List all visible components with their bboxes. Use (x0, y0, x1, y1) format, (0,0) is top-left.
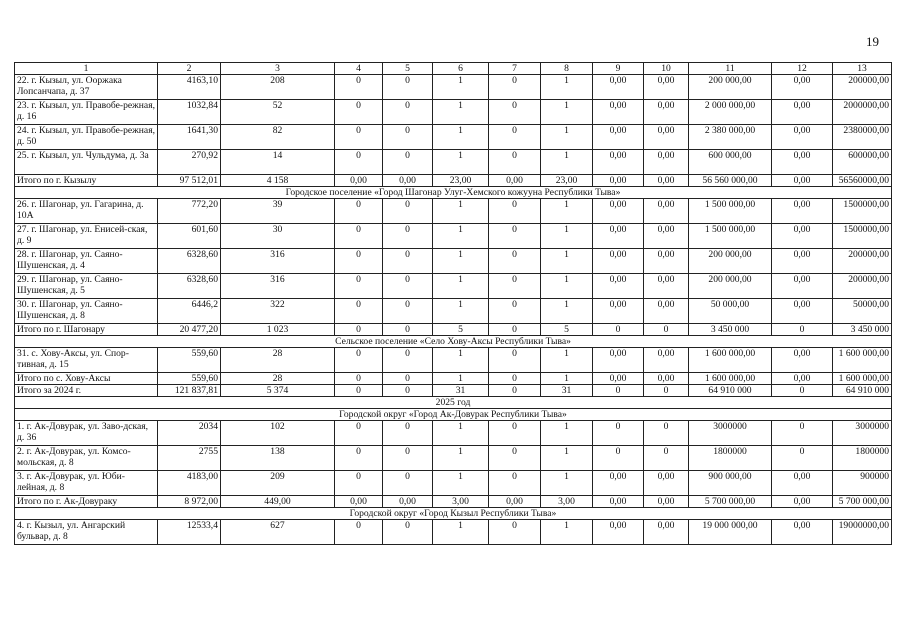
section-title: 2025 год (15, 397, 892, 409)
value-cell: 270,92 (158, 150, 221, 175)
address-cell: 4. г. Кызыл, ул. Ангарский бульвар, д. 8 (15, 520, 158, 545)
value-cell: 0,00 (772, 224, 833, 249)
value-cell: 1 (433, 224, 489, 249)
column-header: 1 (15, 63, 158, 75)
section-header-row (15, 508, 892, 520)
address-cell: 31. с. Хову-Аксы, ул. Спор-тивная, д. 15 (15, 348, 158, 373)
value-cell: 0,00 (335, 496, 383, 508)
value-cell: 0 (489, 520, 541, 545)
value-cell: 121 837,81 (158, 385, 221, 397)
table-row (15, 446, 892, 471)
address-cell: 29. г. Шагонар, ул. Саяно-Шушенская, д. 5 (15, 274, 158, 299)
value-cell: 0,00 (772, 274, 833, 299)
value-cell: 50 000,00 (689, 299, 772, 324)
value-cell: 1 (541, 125, 593, 150)
address-cell: 26. г. Шагонар, ул. Гагарина, д. 10А (15, 199, 158, 224)
value-cell: 200000,00 (833, 274, 892, 299)
address-cell: 3. г. Ак-Довурак, ул. Юби-лейная, д. 8 (15, 471, 158, 496)
table-row (15, 421, 892, 446)
value-cell: 316 (221, 249, 335, 274)
address-cell: 28. г. Шагонар, ул. Саяно-Шушенская, д. 4 (15, 249, 158, 274)
value-cell: 1 (541, 348, 593, 373)
value-cell: 0,00 (772, 249, 833, 274)
value-cell: 0 (335, 150, 383, 175)
value-cell: 0,00 (644, 299, 689, 324)
value-cell: 0,00 (593, 348, 644, 373)
value-cell: 601,60 (158, 224, 221, 249)
value-cell: 0 (383, 150, 433, 175)
value-cell: 0,00 (593, 150, 644, 175)
section-header-row (15, 409, 892, 421)
value-cell: 1 (541, 373, 593, 385)
value-cell: 0,00 (772, 100, 833, 125)
table-row (15, 249, 892, 274)
section-header-row (15, 187, 892, 199)
value-cell: 82 (221, 125, 335, 150)
table-body (15, 63, 892, 545)
value-cell: 20 477,20 (158, 324, 221, 336)
value-cell: 0,00 (772, 471, 833, 496)
value-cell: 0 (772, 324, 833, 336)
column-header: 10 (644, 63, 689, 75)
value-cell: 0 (383, 471, 433, 496)
column-header: 7 (489, 63, 541, 75)
section-title: Городской округ «Город Кызыл Республики Тыва» (15, 508, 892, 520)
value-cell: 6328,60 (158, 274, 221, 299)
value-cell: 97 512,01 (158, 175, 221, 187)
value-cell: 0 (335, 125, 383, 150)
value-cell: 0,00 (593, 471, 644, 496)
value-cell: 12533,4 (158, 520, 221, 545)
value-cell: 52 (221, 100, 335, 125)
value-cell: 0 (489, 348, 541, 373)
value-cell: 0 (335, 224, 383, 249)
value-cell: 0 (335, 421, 383, 446)
value-cell: 0 (489, 446, 541, 471)
value-cell: 0,00 (644, 274, 689, 299)
value-cell: 316 (221, 274, 335, 299)
value-cell: 30 (221, 224, 335, 249)
value-cell: 0 (489, 150, 541, 175)
value-cell: 1 (541, 224, 593, 249)
value-cell: 0,00 (489, 496, 541, 508)
value-cell: 1032,84 (158, 100, 221, 125)
value-cell: 64 910 000 (689, 385, 772, 397)
value-cell: 0 (772, 385, 833, 397)
address-cell: 30. г. Шагонар, ул. Саяно-Шушенская, д. 8 (15, 299, 158, 324)
value-cell: 1 600 000,00 (833, 373, 892, 385)
value-cell: 102 (221, 421, 335, 446)
value-cell: 0 (489, 385, 541, 397)
value-cell: 0,00 (593, 373, 644, 385)
value-cell: 1 600 000,00 (833, 348, 892, 373)
column-header: 9 (593, 63, 644, 75)
address-cell: Итого по г. Шагонару (15, 324, 158, 336)
address-cell: 22. г. Кызыл, ул. Ооржака Лопсанчапа, д. 37 (15, 75, 158, 100)
value-cell: 0,00 (644, 373, 689, 385)
value-cell: 0 (489, 75, 541, 100)
value-cell: 0,00 (593, 199, 644, 224)
value-cell: 138 (221, 446, 335, 471)
value-cell: 5 374 (221, 385, 335, 397)
value-cell: 0 (335, 520, 383, 545)
value-cell: 1 600 000,00 (689, 373, 772, 385)
value-cell: 1 (541, 421, 593, 446)
value-cell: 0,00 (593, 224, 644, 249)
value-cell: 2000000,00 (833, 100, 892, 125)
value-cell: 5 700 000,00 (833, 496, 892, 508)
table-row (15, 520, 892, 545)
value-cell: 0 (383, 446, 433, 471)
value-cell: 1 (433, 348, 489, 373)
value-cell: 1 (541, 100, 593, 125)
value-cell: 0,00 (772, 373, 833, 385)
value-cell: 1 (541, 249, 593, 274)
value-cell: 56560000,00 (833, 175, 892, 187)
column-header: 13 (833, 63, 892, 75)
value-cell: 0 (335, 324, 383, 336)
value-cell: 0 (644, 385, 689, 397)
value-cell: 0,00 (644, 125, 689, 150)
value-cell: 0,00 (644, 348, 689, 373)
value-cell: 1 500 000,00 (689, 224, 772, 249)
value-cell: 1 (433, 520, 489, 545)
address-cell: 23. г. Кызыл, ул. Правобе-режная, д. 16 (15, 100, 158, 125)
section-header-row (15, 397, 892, 409)
value-cell: 14 (221, 150, 335, 175)
value-cell: 0 (383, 373, 433, 385)
value-cell: 559,60 (158, 373, 221, 385)
section-title: Сельское поселение «Село Хову-Аксы Республики Тыва» (15, 336, 892, 348)
column-header: 6 (433, 63, 489, 75)
value-cell: 0 (383, 385, 433, 397)
value-cell: 39 (221, 199, 335, 224)
value-cell: 6328,60 (158, 249, 221, 274)
value-cell: 0 (644, 324, 689, 336)
value-cell: 1500000,00 (833, 199, 892, 224)
value-cell: 600 000,00 (689, 150, 772, 175)
section-title: Городской округ «Город Ак-Довурак Республики Тыва» (15, 409, 892, 421)
value-cell: 600000,00 (833, 150, 892, 175)
value-cell: 0 (335, 385, 383, 397)
header-row (15, 63, 892, 75)
value-cell: 0 (335, 199, 383, 224)
address-cell: 1. г. Ак-Довурак, ул. Заво-дская, д. 36 (15, 421, 158, 446)
value-cell: 322 (221, 299, 335, 324)
table-row (15, 125, 892, 150)
value-cell: 31 (541, 385, 593, 397)
value-cell: 19000000,00 (833, 520, 892, 545)
budget-table (14, 62, 892, 545)
value-cell: 0 (644, 446, 689, 471)
table-row (15, 224, 892, 249)
value-cell: 5 (541, 324, 593, 336)
total-row (15, 324, 892, 336)
value-cell: 0 (383, 274, 433, 299)
column-header: 8 (541, 63, 593, 75)
value-cell: 0,00 (644, 75, 689, 100)
value-cell: 0 (489, 249, 541, 274)
value-cell: 64 910 000 (833, 385, 892, 397)
value-cell: 1 (433, 421, 489, 446)
value-cell: 0 (593, 324, 644, 336)
value-cell: 0 (335, 348, 383, 373)
value-cell: 0,00 (593, 75, 644, 100)
value-cell: 0 (489, 471, 541, 496)
value-cell: 4163,10 (158, 75, 221, 100)
value-cell: 0,00 (772, 175, 833, 187)
value-cell: 1 (541, 274, 593, 299)
value-cell: 0,00 (593, 299, 644, 324)
value-cell: 3 450 000 (689, 324, 772, 336)
value-cell: 1 023 (221, 324, 335, 336)
value-cell: 1 (433, 274, 489, 299)
section-title: Городское поселение «Город Шагонар Улуг-Хемского кожууна Республики Тыва» (15, 187, 892, 199)
value-cell: 0,00 (644, 199, 689, 224)
value-cell: 1 (433, 373, 489, 385)
value-cell: 1 (433, 471, 489, 496)
value-cell: 200000,00 (833, 249, 892, 274)
value-cell: 0 (335, 100, 383, 125)
table-row (15, 348, 892, 373)
value-cell: 0,00 (593, 274, 644, 299)
value-cell: 28 (221, 348, 335, 373)
table-row (15, 471, 892, 496)
section-header-row (15, 336, 892, 348)
column-header: 5 (383, 63, 433, 75)
value-cell: 1 (433, 199, 489, 224)
value-cell: 0,00 (383, 175, 433, 187)
value-cell: 0 (489, 199, 541, 224)
value-cell: 0,00 (772, 496, 833, 508)
value-cell: 200 000,00 (689, 75, 772, 100)
page-number: 19 (866, 34, 879, 49)
value-cell: 0,00 (644, 100, 689, 125)
value-cell: 0 (383, 324, 433, 336)
value-cell: 559,60 (158, 348, 221, 373)
address-cell: Итого по г. Кызылу (15, 175, 158, 187)
value-cell: 0,00 (644, 520, 689, 545)
column-header: 11 (689, 63, 772, 75)
value-cell: 0 (644, 421, 689, 446)
total-row (15, 385, 892, 397)
table-row (15, 150, 892, 175)
value-cell: 0 (335, 446, 383, 471)
value-cell: 0 (383, 199, 433, 224)
value-cell: 0,00 (644, 224, 689, 249)
value-cell: 23,00 (541, 175, 593, 187)
value-cell: 3,00 (541, 496, 593, 508)
value-cell: 0 (489, 421, 541, 446)
value-cell: 0 (383, 224, 433, 249)
address-cell: 27. г. Шагонар, ул. Енисей-ская, д. 9 (15, 224, 158, 249)
value-cell: 0,00 (593, 249, 644, 274)
value-cell: 0 (593, 385, 644, 397)
column-header: 2 (158, 63, 221, 75)
value-cell: 0 (383, 348, 433, 373)
value-cell: 0 (335, 471, 383, 496)
value-cell: 0,00 (644, 249, 689, 274)
value-cell: 23,00 (433, 175, 489, 187)
address-cell: Итого по г. Ак-Довураку (15, 496, 158, 508)
value-cell: 0,00 (383, 496, 433, 508)
value-cell: 200 000,00 (689, 249, 772, 274)
value-cell: 1 (433, 249, 489, 274)
value-cell: 0 (383, 299, 433, 324)
value-cell: 3000000 (833, 421, 892, 446)
value-cell: 0 (335, 274, 383, 299)
value-cell: 0,00 (644, 150, 689, 175)
value-cell: 3,00 (433, 496, 489, 508)
value-cell: 0,00 (772, 299, 833, 324)
value-cell: 0 (489, 100, 541, 125)
value-cell: 627 (221, 520, 335, 545)
value-cell: 1 600 000,00 (689, 348, 772, 373)
value-cell: 1 (541, 150, 593, 175)
value-cell: 0 (489, 224, 541, 249)
value-cell: 19 000 000,00 (689, 520, 772, 545)
value-cell: 0 (593, 446, 644, 471)
value-cell: 31 (433, 385, 489, 397)
table-row (15, 100, 892, 125)
value-cell: 1 (541, 520, 593, 545)
value-cell: 0,00 (772, 75, 833, 100)
value-cell: 0 (335, 299, 383, 324)
value-cell: 5 700 000,00 (689, 496, 772, 508)
address-cell: Итого за 2024 г. (15, 385, 158, 397)
address-cell: Итого по с. Хову-Аксы (15, 373, 158, 385)
value-cell: 0 (335, 373, 383, 385)
column-header: 12 (772, 63, 833, 75)
address-cell: 24. г. Кызыл, ул. Правобе-режная, д. 50 (15, 125, 158, 150)
value-cell: 0 (593, 421, 644, 446)
value-cell: 0 (489, 373, 541, 385)
value-cell: 0 (772, 446, 833, 471)
table-row (15, 274, 892, 299)
value-cell: 200000,00 (833, 75, 892, 100)
value-cell: 2755 (158, 446, 221, 471)
value-cell: 2 000 000,00 (689, 100, 772, 125)
value-cell: 50000,00 (833, 299, 892, 324)
value-cell: 1 (433, 100, 489, 125)
value-cell: 5 (433, 324, 489, 336)
value-cell: 1 (433, 125, 489, 150)
value-cell: 449,00 (221, 496, 335, 508)
value-cell: 1 (541, 446, 593, 471)
value-cell: 0 (489, 274, 541, 299)
total-row (15, 175, 892, 187)
value-cell: 2 380 000,00 (689, 125, 772, 150)
value-cell: 1 (541, 299, 593, 324)
value-cell: 0,00 (593, 175, 644, 187)
value-cell: 0 (489, 299, 541, 324)
value-cell: 0,00 (772, 348, 833, 373)
value-cell: 4183,00 (158, 471, 221, 496)
value-cell: 1 (541, 199, 593, 224)
value-cell: 0 (383, 520, 433, 545)
value-cell: 1 (541, 75, 593, 100)
value-cell: 1 (541, 471, 593, 496)
value-cell: 1800000 (833, 446, 892, 471)
value-cell: 0,00 (772, 125, 833, 150)
value-cell: 0 (383, 249, 433, 274)
table-row (15, 199, 892, 224)
value-cell: 0 (383, 125, 433, 150)
value-cell: 0 (335, 249, 383, 274)
value-cell: 0,00 (335, 175, 383, 187)
value-cell: 1800000 (689, 446, 772, 471)
value-cell: 1 (433, 299, 489, 324)
value-cell: 0,00 (593, 520, 644, 545)
address-cell: 25. г. Кызыл, ул. Чульдума, д. 3а (15, 150, 158, 175)
value-cell: 209 (221, 471, 335, 496)
value-cell: 0,00 (772, 520, 833, 545)
address-cell: 2. г. Ак-Довурак, ул. Комсо-мольская, д. 8 (15, 446, 158, 471)
value-cell: 1 500 000,00 (689, 199, 772, 224)
value-cell: 0,00 (772, 199, 833, 224)
value-cell: 0,00 (644, 496, 689, 508)
value-cell: 772,20 (158, 199, 221, 224)
value-cell: 0,00 (593, 496, 644, 508)
table-row (15, 299, 892, 324)
value-cell: 208 (221, 75, 335, 100)
value-cell: 8 972,00 (158, 496, 221, 508)
value-cell: 28 (221, 373, 335, 385)
value-cell: 0 (383, 421, 433, 446)
value-cell: 0,00 (593, 125, 644, 150)
value-cell: 0 (335, 75, 383, 100)
value-cell: 1 (433, 150, 489, 175)
value-cell: 0,00 (644, 471, 689, 496)
column-header: 4 (335, 63, 383, 75)
value-cell: 6446,2 (158, 299, 221, 324)
value-cell: 0 (489, 125, 541, 150)
table-row (15, 75, 892, 100)
value-cell: 56 560 000,00 (689, 175, 772, 187)
value-cell: 0,00 (593, 100, 644, 125)
total-row (15, 496, 892, 508)
value-cell: 0,00 (644, 175, 689, 187)
value-cell: 900 000,00 (689, 471, 772, 496)
value-cell: 3 450 000 (833, 324, 892, 336)
column-header: 3 (221, 63, 335, 75)
value-cell: 0 (383, 100, 433, 125)
value-cell: 0,00 (489, 175, 541, 187)
value-cell: 2380000,00 (833, 125, 892, 150)
value-cell: 900000 (833, 471, 892, 496)
value-cell: 0,00 (772, 150, 833, 175)
value-cell: 1 (433, 75, 489, 100)
value-cell: 200 000,00 (689, 274, 772, 299)
value-cell: 1 (433, 446, 489, 471)
total-row (15, 373, 892, 385)
value-cell: 0 (489, 324, 541, 336)
value-cell: 2034 (158, 421, 221, 446)
value-cell: 1500000,00 (833, 224, 892, 249)
value-cell: 0 (772, 421, 833, 446)
value-cell: 0 (383, 75, 433, 100)
value-cell: 3000000 (689, 421, 772, 446)
value-cell: 4 158 (221, 175, 335, 187)
value-cell: 1641,30 (158, 125, 221, 150)
